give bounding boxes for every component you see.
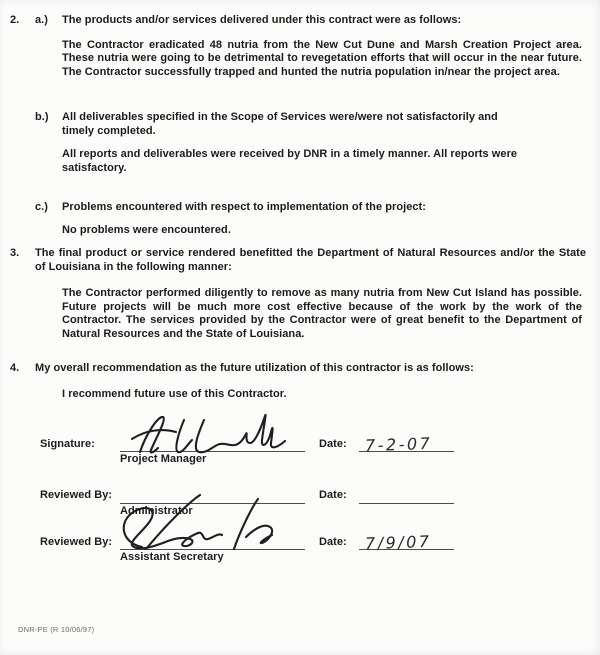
signature-line	[120, 418, 305, 452]
signature-date-handwritten: 7-2-07	[364, 433, 433, 455]
signature-date-label: Date:	[319, 437, 347, 450]
item-2b-prompt: All deliverables specified in the Scope of Services were/were not satisfactorily and timely completed.	[62, 111, 498, 137]
reviewed-row-assistant-secretary	[40, 524, 586, 553]
signature-label: Signature:	[40, 437, 95, 450]
reviewed-date-handwritten-2: 7/9/07	[364, 531, 432, 553]
item-2b-label: b.)	[35, 111, 49, 123]
item-4-prompt: My overall recommendation as the future utilization of this contractor is as follows:	[35, 362, 474, 374]
item-2a-response: The Contractor eradicated 48 nutria from the New Cut Dune and Marsh Creation Project area. These nutria were going to be detrimental to revegetation efforts that will occur in the near future. The Contractor successfully trapped and hunted the nutria population in/near the project area.	[62, 38, 582, 78]
reviewed-date-line	[359, 478, 454, 504]
item-2a-row	[10, 14, 586, 28]
item-3-prompt: The final product or service rendered benefitted the Department of Natural Resources and/or the State of Louisiana in the following manner:	[35, 247, 586, 273]
item-2b-response: All reports and deliverables were received by DNR in a timely manner. All reports were satisfactory.	[62, 148, 518, 174]
item-2-number: 2.	[10, 14, 20, 26]
project-manager-signature-scrawl	[126, 406, 316, 458]
assistant-secretary-signature-scrawl	[108, 491, 328, 555]
item-4-response: I recommend future use of this Contractor.	[62, 387, 287, 400]
reviewed-date-label: Date:	[319, 489, 347, 501]
signature-row-project-manager	[40, 418, 586, 455]
reviewed-signature-line-2	[120, 524, 305, 550]
reviewed-by-label-2: Reviewed By:	[40, 535, 113, 548]
item-3-number: 3.	[10, 247, 20, 259]
signature-block	[40, 418, 586, 565]
reviewed-role-administrator: Administrator	[120, 504, 193, 517]
item-3-row	[10, 247, 586, 274]
item-4-number: 4.	[10, 362, 20, 374]
reviewed-date-label-2: Date:	[319, 535, 347, 548]
item-2a-prompt: The products and/or services delivered under this contract were as follows:	[62, 14, 462, 26]
item-2b-row	[35, 111, 586, 138]
form-code-footer: DNR-PE (R 10/06/97)	[18, 624, 95, 634]
item-2c-prompt: Problems encountered with respect to implementation of the project:	[62, 201, 426, 213]
reviewed-date-line-2	[359, 524, 454, 553]
item-3-response: The Contractor performed diligently to remove as many nutria from New Cut Island has possible. Future projects will be much more cost effective because of the work by the work of the Contractor. The services provided by the Contractor were of great benefit to the Department of Natural Resources and the State of Louisiana.	[62, 287, 582, 340]
reviewed-by-label: Reviewed By:	[40, 489, 113, 501]
signature-role: Project Manager	[120, 453, 207, 465]
item-2c-response: No problems were encountered.	[62, 223, 231, 236]
item-4-row	[10, 362, 586, 376]
item-2a-label: a.)	[35, 14, 48, 26]
item-2c-label: c.)	[35, 201, 48, 213]
item-2c-row	[35, 201, 586, 215]
reviewed-role-assistant-secretary: Assistant Secretary	[120, 551, 224, 563]
signature-date-line	[359, 418, 454, 455]
